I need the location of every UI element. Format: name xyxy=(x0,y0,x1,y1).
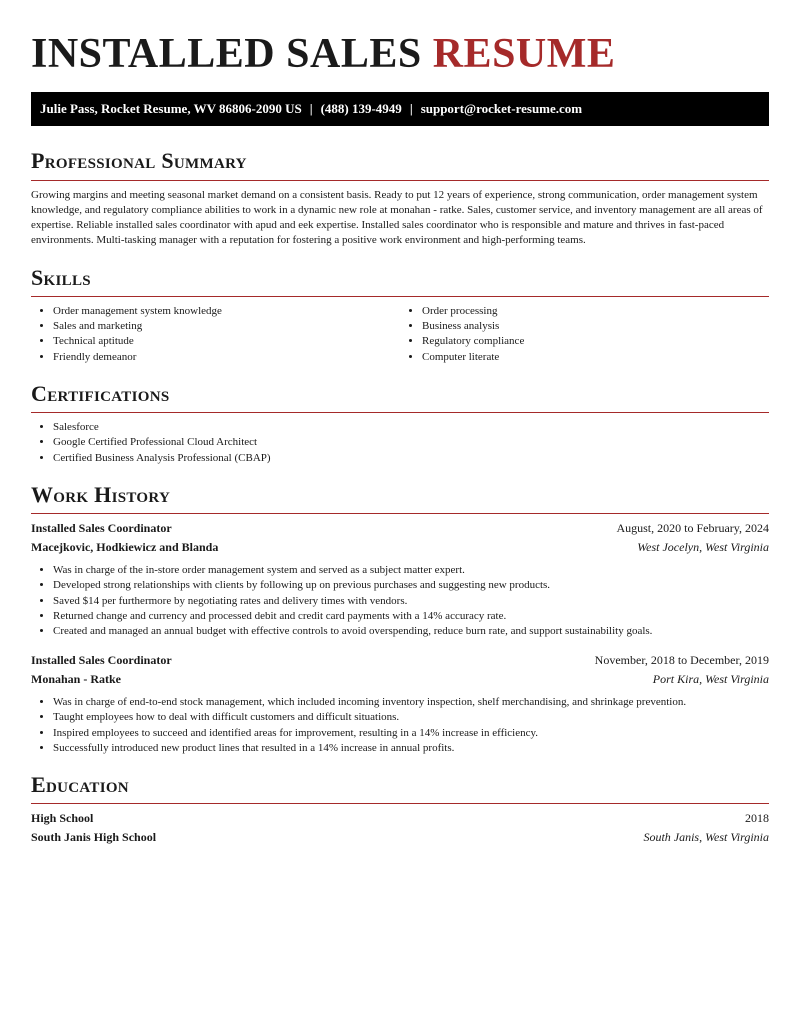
skills-column-left xyxy=(31,304,400,365)
job-dates: August, 2020 to February, 2024 xyxy=(616,521,769,536)
job-company: Monahan - Ratke xyxy=(31,672,122,687)
job-bullet: • Taught employees how to deal with difficult customers and difficult situations. xyxy=(53,710,769,725)
contact-email: support@rocket-resume.com xyxy=(420,101,583,117)
skills-section xyxy=(31,265,769,365)
job-company-row xyxy=(31,672,769,687)
education-entry xyxy=(31,811,769,845)
job-company-row xyxy=(31,540,769,555)
job-header-row xyxy=(31,521,769,536)
education-section xyxy=(31,772,769,845)
job-bullet: • Returned change and currency and processed debit and credit card payments with a 14% accuracy rate. xyxy=(53,609,769,624)
section-divider xyxy=(31,513,769,514)
title-main: INSTALLED SALES xyxy=(31,31,422,77)
certifications-list xyxy=(31,420,769,466)
job-company: Macejkovic, Hodkiewicz and Blanda xyxy=(31,540,219,555)
skill-item: • Order management system knowledge xyxy=(53,304,400,319)
summary-section xyxy=(31,148,769,248)
section-heading: Work History xyxy=(31,481,171,507)
resume-title xyxy=(31,30,769,78)
contact-separator: | xyxy=(409,101,413,117)
job-location: Port Kira, West Virginia xyxy=(652,672,769,687)
education-header-row xyxy=(31,811,769,826)
job-bullet: • Developed strong relationships with clients by following up on previous purchases and suggesting new products. xyxy=(53,578,769,593)
section-heading: Professional Summary xyxy=(31,148,247,174)
job-bullet: • Was in charge of the in-store order management system and served as a subject matter expert. xyxy=(53,563,769,578)
job-bullet: • Was in charge of end-to-end stock management, which included incoming inventory inspection, shelf merchandising, and shrinkage prevention. xyxy=(53,695,769,710)
section-divider xyxy=(31,803,769,804)
section-heading: Education xyxy=(31,771,129,797)
job-dates: November, 2018 to December, 2019 xyxy=(594,653,769,668)
job-entry xyxy=(31,521,769,639)
skills-list-right xyxy=(400,304,769,365)
section-divider xyxy=(31,412,769,413)
education-school: South Janis High School xyxy=(31,830,157,845)
job-title: Installed Sales Coordinator xyxy=(31,521,172,536)
section-heading: Skills xyxy=(31,264,91,290)
skills-list-left xyxy=(31,304,400,365)
certification-item: • Google Certified Professional Cloud Architect xyxy=(53,435,769,450)
certifications-section xyxy=(31,381,769,466)
section-heading: Certifications xyxy=(31,380,170,406)
skill-item: • Business analysis xyxy=(422,319,769,334)
certification-item: • Certified Business Analysis Professional (CBAP) xyxy=(53,451,769,466)
skill-item: • Sales and marketing xyxy=(53,319,400,334)
skills-grid xyxy=(31,304,769,365)
skill-item: • Regulatory compliance xyxy=(422,334,769,349)
education-year: 2018 xyxy=(745,811,769,826)
job-header-row xyxy=(31,653,769,668)
job-bullets xyxy=(31,563,769,639)
job-entry xyxy=(31,653,769,756)
job-bullet: • Saved $14 per furthermore by negotiating rates and delivery times with vendors. xyxy=(53,594,769,609)
skills-column-right xyxy=(400,304,769,365)
certification-item: • Salesforce xyxy=(53,420,769,435)
contact-address: Julie Pass, Rocket Resume, WV 86806-2090 US xyxy=(40,101,302,117)
title-accent: RESUME xyxy=(432,31,616,77)
job-bullets xyxy=(31,695,769,756)
job-bullet: • Inspired employees to succeed and identified areas for improvement, resulting in a 14% increase in efficiency. xyxy=(53,726,769,741)
job-bullet: • Created and managed an annual budget with effective controls to avoid overspending, reduce burn rate, and support sustainability goals. xyxy=(53,624,769,639)
education-school-row xyxy=(31,830,769,845)
work-history-section xyxy=(31,482,769,756)
skill-item: • Computer literate xyxy=(422,350,769,365)
education-degree: High School xyxy=(31,811,94,826)
education-location: South Janis, West Virginia xyxy=(643,830,769,845)
skill-item: • Friendly demeanor xyxy=(53,350,400,365)
contact-bar xyxy=(31,92,769,126)
section-divider xyxy=(31,296,769,297)
section-divider xyxy=(31,180,769,181)
summary-text: Growing margins and meeting seasonal market demand on a consistent basis. Ready to put 12 years of experience, strong communication, order management system knowledge, and regulatory compliance abilities to work in a dynamic new role at monahan - ratke. Sales, customer service, and inventory management are all areas of expertise. Reliable installed sales coordinator with apud and eek expertise. Installed sales coordinator who is responsible and mature and thrives in fast-paced environments. Multi-tasking manager with a reputation for fostering a positive work environment and high-performing teams. xyxy=(31,188,763,247)
contact-separator: | xyxy=(309,101,313,117)
job-location: West Jocelyn, West Virginia xyxy=(637,540,769,555)
job-title: Installed Sales Coordinator xyxy=(31,653,172,668)
job-bullet: • Successfully introduced new product lines that resulted in a 14% increase in annual profits. xyxy=(53,741,769,756)
skill-item: • Technical aptitude xyxy=(53,334,400,349)
contact-phone: (488) 139-4949 xyxy=(320,101,402,117)
skill-item: • Order processing xyxy=(422,304,769,319)
